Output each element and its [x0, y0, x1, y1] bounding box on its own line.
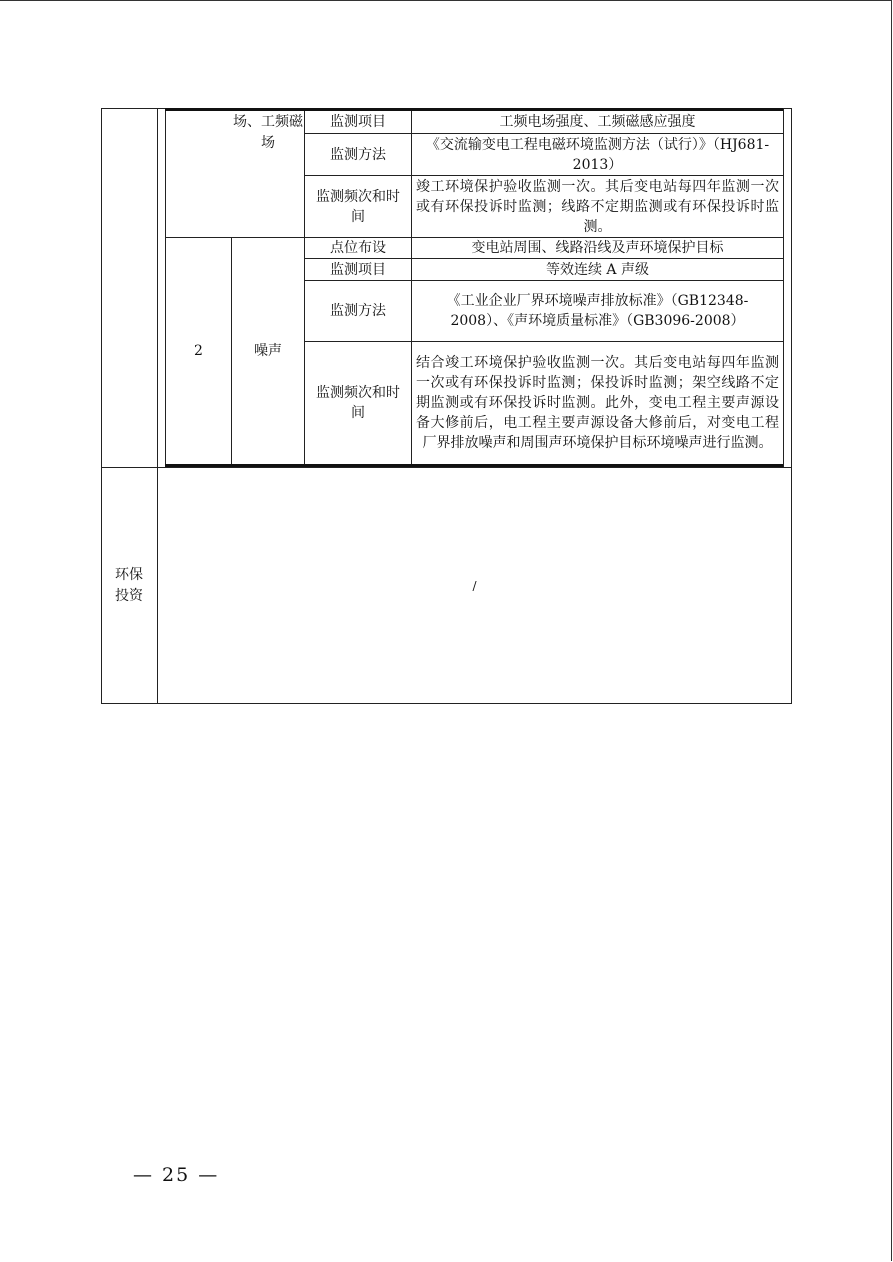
row-content-noise-method: 《工业企业厂界环境噪声排放标准》（GB12348-2008）、《声环境质量标准》（GB3096-2008）	[446, 293, 749, 329]
row-label-emf-method: 监测方法	[330, 146, 386, 163]
row-content-emf-item: 工频电场强度、工频磁感应强度	[499, 114, 696, 130]
row-label-noise-frequency: 监测频次和时间	[316, 385, 400, 421]
row-label-emf-frequency: 监测频次和时间	[316, 188, 400, 225]
row-content-noise-item: 等效连续 A 声级	[545, 261, 649, 278]
page-number: — 25 —	[133, 1164, 220, 1186]
row-label-noise-item: 监测项目	[330, 261, 386, 278]
category-noise: 噪声	[254, 343, 282, 359]
row-content-noise-location: 变电站周围、线路沿线及声环境保护目标	[471, 240, 724, 256]
category-emf: 场、工频磁场	[233, 114, 303, 151]
investment-value: /	[472, 578, 477, 593]
row-content-noise-frequency: 结合竣工环境保护验收监测一次。其后变电站每四年监测一次或有环保投诉时监测；保投诉时监测；架空线路不定期监测或有环保投诉时监测。此外，变电工程主要声源设备大修前后，电工程主要声源设备大修前后，对变电工程厂界排放噪声和周围声环境保护目标环境噪声进行监测。	[416, 355, 779, 451]
section-number: 2	[194, 343, 203, 359]
row-label-noise-method: 监测方法	[330, 303, 386, 319]
col-line-5	[411, 108, 412, 467]
col-line-6	[783, 108, 784, 467]
row-content-emf-frequency: 竣工环境保护验收监测一次。其后变电站每四年监测一次或有环保投诉时监测；线路不定期监测或有环保投诉时监测。	[416, 178, 779, 235]
row-content-emf-method: 《交流输变电工程电磁环境监测方法（试行）》（HJ681-2013）	[425, 136, 770, 173]
row-label-noise-location: 点位布设	[330, 240, 386, 256]
investment-label: 环保投资	[115, 566, 143, 604]
row-label-emf-item: 监测项目	[330, 114, 386, 130]
